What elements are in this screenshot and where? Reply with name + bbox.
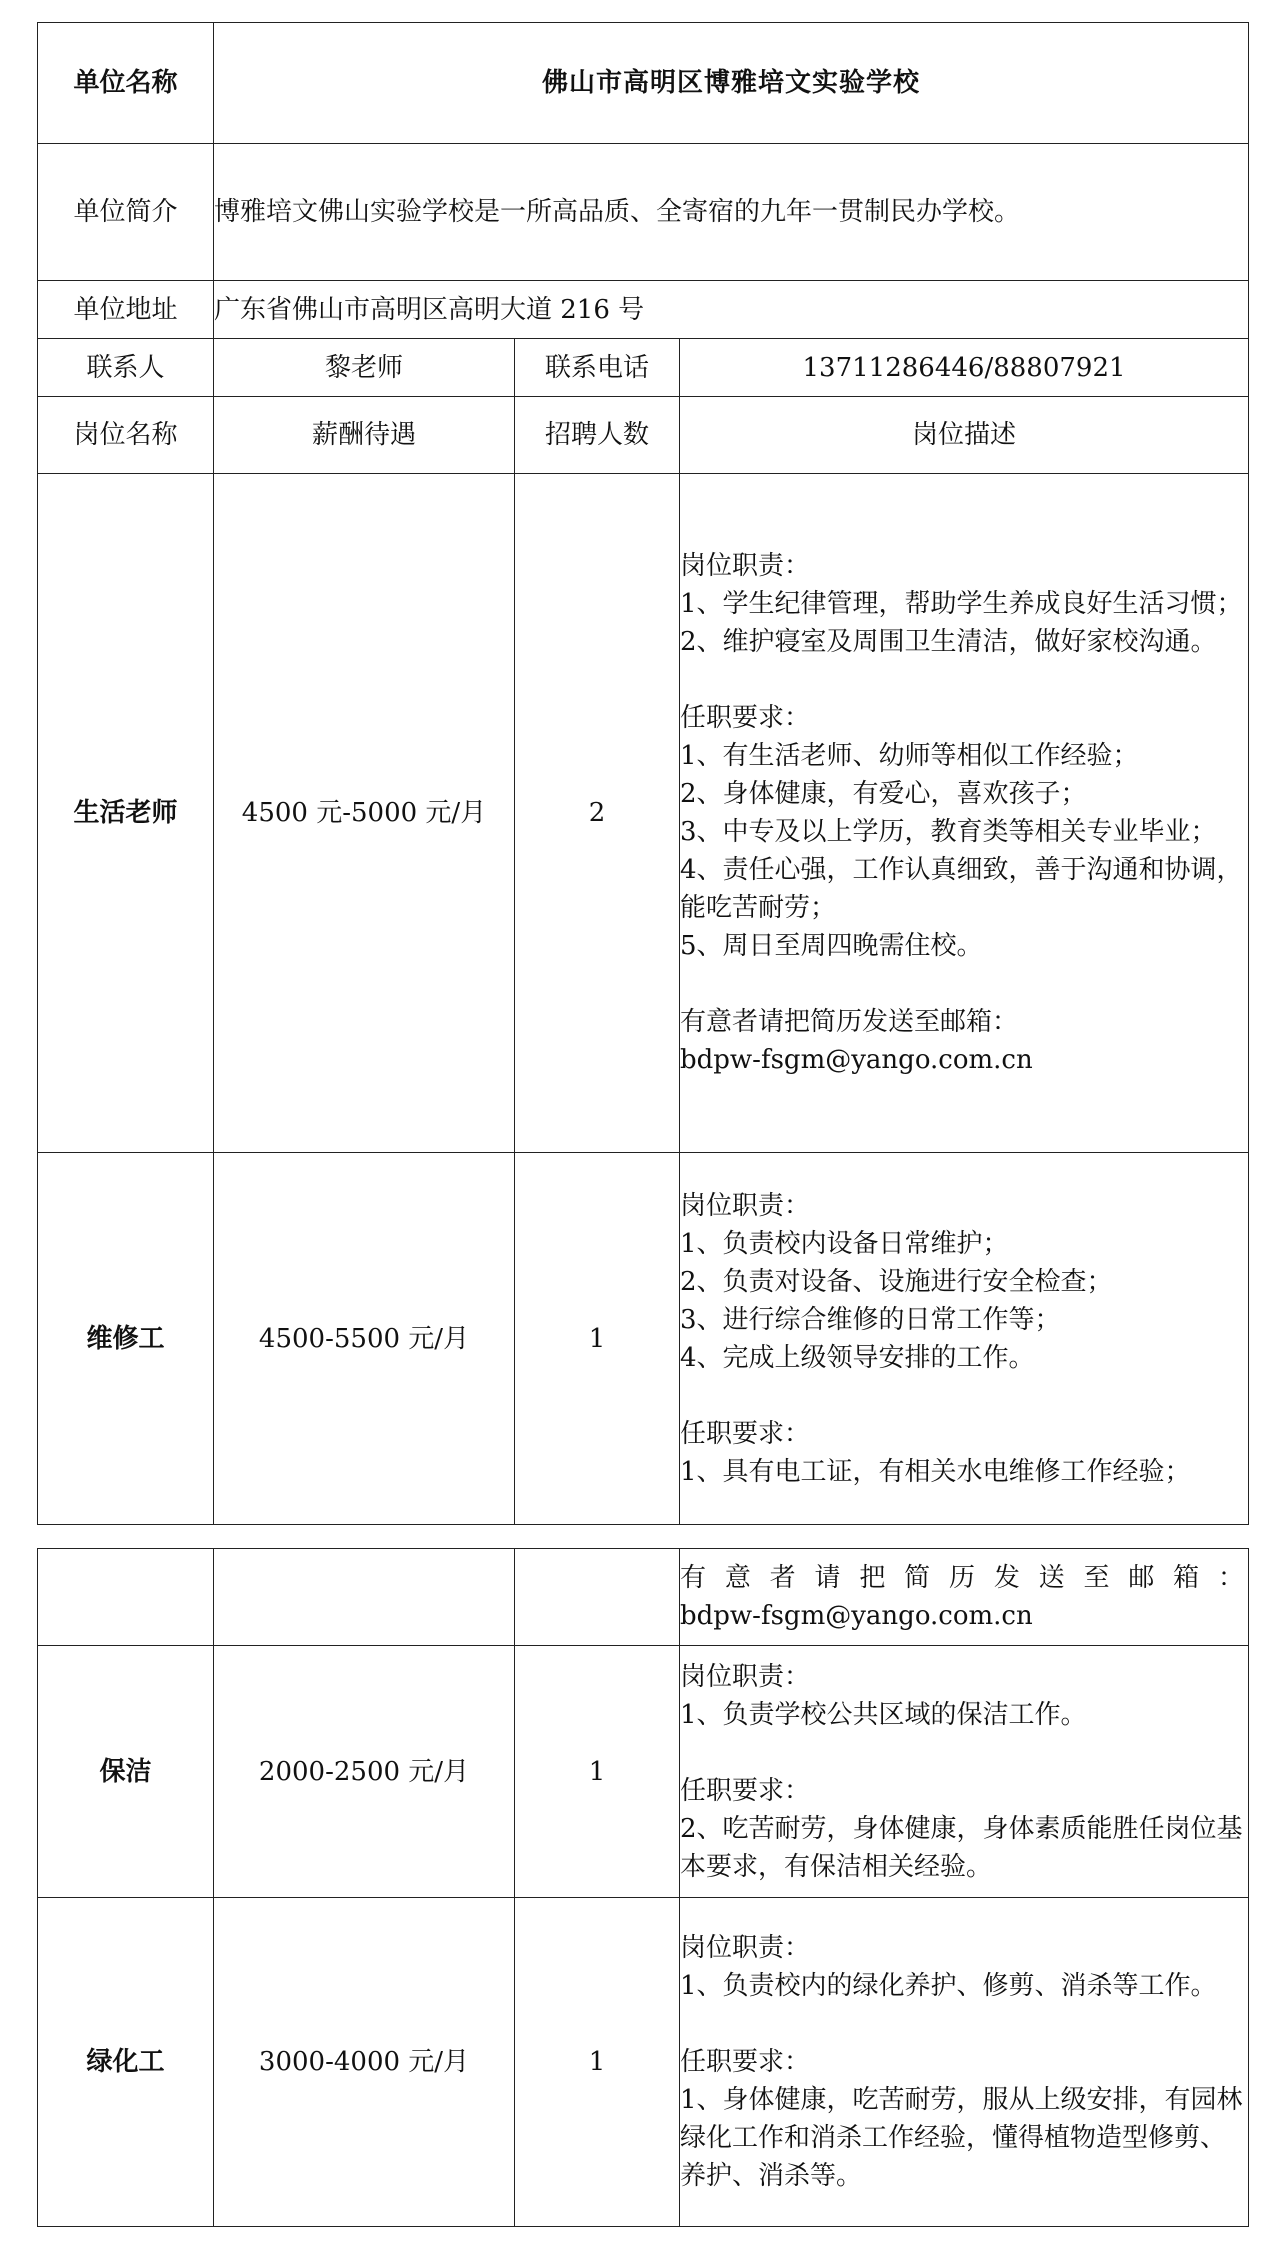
- requirement-heading: 任职要求：: [680, 2047, 811, 2077]
- address-label: 单位地址: [38, 281, 214, 339]
- requirement-item: 3、中专及以上学历，教育类等相关专业毕业；: [680, 817, 1217, 847]
- job-salary: 2000-2500 元/月: [214, 1646, 515, 1898]
- job-row-gardener: [38, 1898, 1249, 2227]
- job-title: 生活老师: [38, 474, 214, 1153]
- duty-item: 3、进行综合维修的日常工作等；: [680, 1304, 1061, 1335]
- recruitment-table-page-2: [37, 1548, 1249, 2227]
- column-header-row: [38, 397, 1249, 474]
- job-salary: 4500 元-5000 元/月: [214, 474, 515, 1153]
- contact-row: [38, 339, 1249, 397]
- job-row-repair-continued: [38, 1549, 1249, 1646]
- job-count: 2: [515, 474, 680, 1153]
- duty-heading: 岗位职责：: [680, 551, 811, 581]
- job-salary: 3000-4000 元/月: [214, 1898, 515, 2227]
- job-title: 保洁: [38, 1646, 214, 1898]
- requirement-item: 1、有生活老师、幼师等相似工作经验；: [680, 741, 1139, 771]
- job-description: [680, 1153, 1249, 1525]
- job-title: 维修工: [38, 1153, 214, 1525]
- requirement-item: 2、身体健康，有爱心，喜欢孩子；: [680, 779, 1087, 809]
- requirement-item: 5、周日至周四晚需住校。: [680, 931, 983, 961]
- col-description-header: 岗位描述: [680, 397, 1249, 474]
- job-description: [680, 1646, 1249, 1898]
- phone-label: 联系电话: [515, 339, 680, 397]
- duty-item: 1、负责校内设备日常维护；: [680, 1228, 1009, 1259]
- requirement-item: 2、吃苦耐劳，身体健康，身体素质能胜任岗位基本要求，有保洁相关经验。: [680, 1813, 1243, 1882]
- phone-value: 13711286446/88807921: [680, 339, 1249, 397]
- intro-label: 单位简介: [38, 144, 214, 281]
- job-salary: 4500-5500 元/月: [214, 1153, 515, 1525]
- apply-instruction: 有意者请把简历发送至邮箱：: [680, 1563, 1248, 1593]
- job-row-life-teacher: [38, 474, 1249, 1153]
- job-description: [680, 474, 1249, 1153]
- requirement-item: 1、身体健康，吃苦耐劳，服从上级安排，有园林绿化工作和消杀工作经验，懂得植物造型修剪、养护、消杀等。: [680, 2085, 1243, 2191]
- requirement-item: 1、具有电工证，有相关水电维修工作经验；: [680, 1456, 1191, 1487]
- address-value: 广东省佛山市高明区高明大道 216 号: [214, 281, 1249, 339]
- recruitment-table-page-1: [37, 22, 1249, 1525]
- requirement-heading: 任职要求：: [680, 1418, 811, 1449]
- job-title: 绿化工: [38, 1898, 214, 2227]
- col-salary-header: 薪酬待遇: [214, 397, 515, 474]
- duty-item: 1、负责校内的绿化养护、修剪、消杀等工作。: [680, 1971, 1217, 2001]
- duty-heading: 岗位职责：: [680, 1661, 811, 1692]
- job-row-repair: [38, 1153, 1249, 1525]
- apply-email: bdpw-fsgm@yango.com.cn: [680, 1045, 1033, 1075]
- unit-name-value: 佛山市高明区博雅培文实验学校: [214, 23, 1249, 144]
- duty-item: 2、维护寝室及周围卫生清洁，做好家校沟通。: [680, 627, 1217, 657]
- unit-name-row: [38, 23, 1249, 144]
- col-count-header: 招聘人数: [515, 397, 680, 474]
- job-count: 1: [515, 1646, 680, 1898]
- unit-name-label: 单位名称: [38, 23, 214, 144]
- duty-item: 1、负责学校公共区域的保洁工作。: [680, 1699, 1087, 1730]
- job-description: [680, 1898, 1249, 2227]
- duty-item: 1、学生纪律管理，帮助学生养成良好生活习惯；: [680, 589, 1243, 619]
- apply-email: bdpw-fsgm@yango.com.cn: [680, 1601, 1033, 1631]
- duty-item: 4、完成上级领导安排的工作。: [680, 1342, 1035, 1373]
- requirement-heading: 任职要求：: [680, 1775, 811, 1806]
- empty-cell: [38, 1549, 214, 1646]
- apply-instruction: 有意者请把简历发送至邮箱：: [680, 1007, 1019, 1037]
- contact-label: 联系人: [38, 339, 214, 397]
- duty-heading: 岗位职责：: [680, 1933, 811, 1963]
- job-description: [680, 1549, 1249, 1646]
- job-count: 1: [515, 1153, 680, 1525]
- intro-value: 博雅培文佛山实验学校是一所高品质、全寄宿的九年一贯制民办学校。: [214, 144, 1249, 281]
- duty-heading: 岗位职责：: [680, 1190, 811, 1221]
- job-row-cleaner: [38, 1646, 1249, 1898]
- contact-value: 黎老师: [214, 339, 515, 397]
- requirement-heading: 任职要求：: [680, 703, 811, 733]
- address-row: [38, 281, 1249, 339]
- intro-row: [38, 144, 1249, 281]
- requirement-item: 4、责任心强，工作认真细致，善于沟通和协调，能吃苦耐劳；: [680, 855, 1243, 923]
- empty-cell: [214, 1549, 515, 1646]
- empty-cell: [515, 1549, 680, 1646]
- col-position-header: 岗位名称: [38, 397, 214, 474]
- job-count: 1: [515, 1898, 680, 2227]
- duty-item: 2、负责对设备、设施进行安全检查；: [680, 1266, 1113, 1297]
